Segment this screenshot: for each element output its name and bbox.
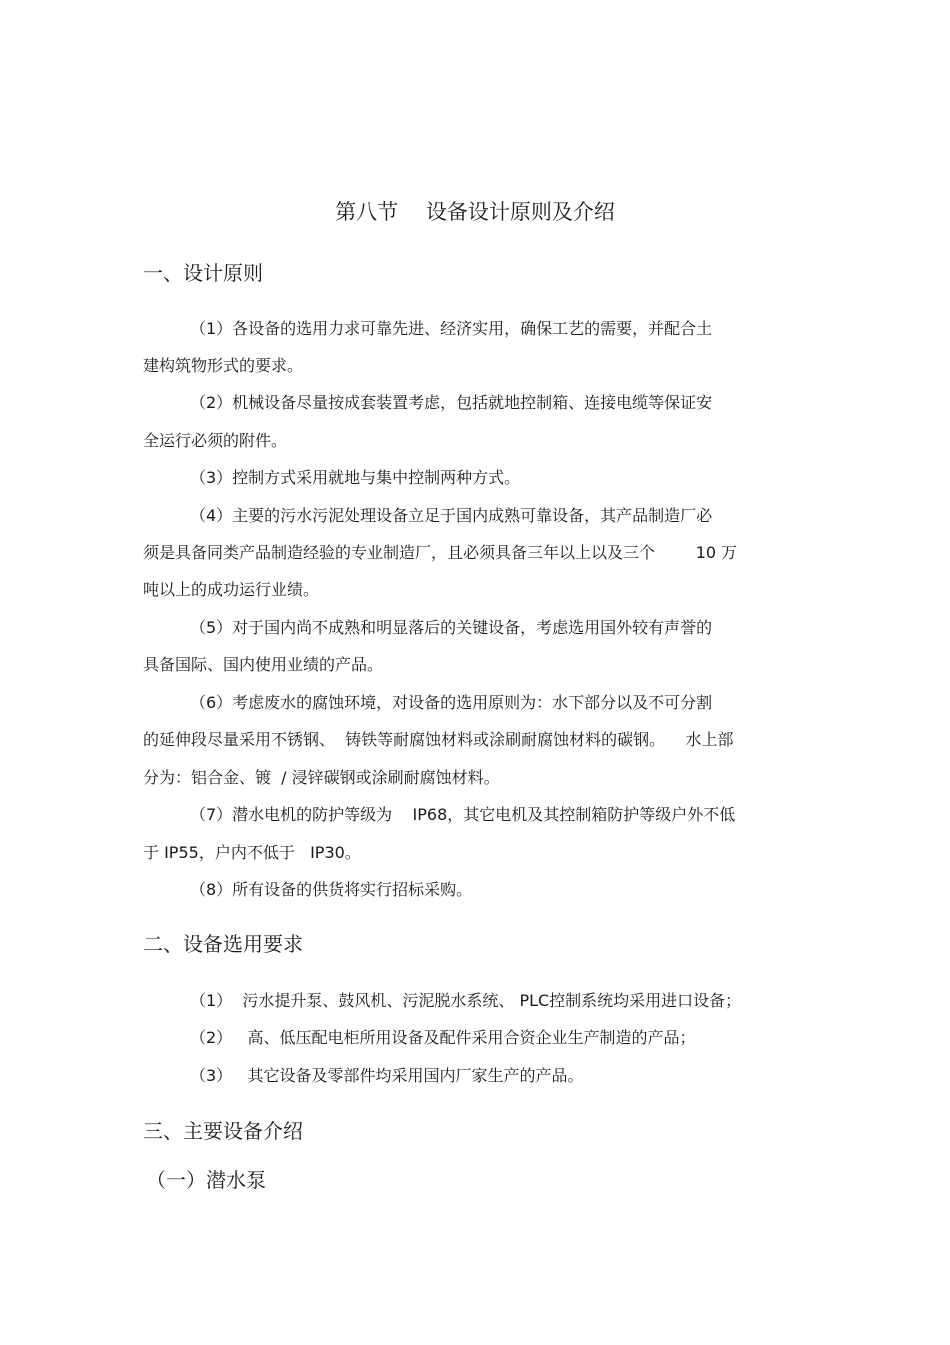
paragraph-line: 分为：铝合金、镀 / 浸锌碳钢或涂刷耐腐蚀材料。 xyxy=(143,768,500,787)
paragraph-line: 具备国际、国内使用业绩的产品。 xyxy=(143,655,384,674)
paragraph-line: （2）机械设备尽量按成套装置考虑，包括就地控制箱、连接电缆等保证安 xyxy=(190,393,713,412)
paragraph-line: （3）控制方式采用就地与集中控制两种方式。 xyxy=(190,468,521,487)
paragraph-line: （7）潜水电机的防护等级为 IP68，其它电机及其控制箱防护等级户外不低 xyxy=(190,805,736,824)
paragraph-line: （6）考虑废水的腐蚀环境，对设备的选用原则为：水下部分以及不可分割 xyxy=(190,693,713,712)
requirement-line: （2） 高、低压配电柜所用设备及配件采用合资企业生产制造的产品； xyxy=(190,1028,696,1047)
paragraph-line: 于 IP55，户内不低于 IP30。 xyxy=(143,843,361,862)
paragraph-line: （4）主要的污水污泥处理设备立足于国内成熟可靠设备，其产品制造厂必 xyxy=(190,506,713,525)
heading-equipment-requirements: 二、设备选用要求 xyxy=(143,932,303,956)
paragraph-line: （1）各设备的选用力求可靠先进、经济实用，确保工艺的需要，并配合土 xyxy=(190,319,713,338)
requirement-line: （1） 污水提升泵、鼓风机、污泥脱水系统、 PLC控制系统均采用进口设备； xyxy=(190,991,742,1010)
paragraph-line: 全运行必须的附件。 xyxy=(143,431,288,450)
requirement-line: （3） 其它设备及零部件均采用国内厂家生产的产品。 xyxy=(190,1066,584,1085)
paragraph-line: 的延伸段尽量采用不锈钢、 铸铁等耐腐蚀材料或涂刷耐腐蚀材料的碳钢。 水上部 xyxy=(143,730,734,749)
paragraph-line: （5）对于国内尚不成熟和明显落后的关键设备，考虑选用国外较有声誉的 xyxy=(190,618,713,637)
paragraph-line: 须是具备同类产品制造经验的专业制造厂，且必须具备三年以上以及三个 10 万 xyxy=(143,543,738,562)
subheading-submersible-pump: （一）潜水泵 xyxy=(146,1168,266,1192)
heading-main-equipment: 三、主要设备介绍 xyxy=(143,1119,303,1143)
paragraph-line: （8）所有设备的供货将实行招标采购。 xyxy=(190,880,473,899)
heading-design-principles: 一、设计原则 xyxy=(143,261,263,285)
paragraph-line: 吨以上的成功运行业绩。 xyxy=(143,580,320,599)
section-title: 第八节 设备设计原则及介绍 xyxy=(335,200,615,224)
paragraph-line: 建构筑物形式的要求。 xyxy=(143,356,304,375)
